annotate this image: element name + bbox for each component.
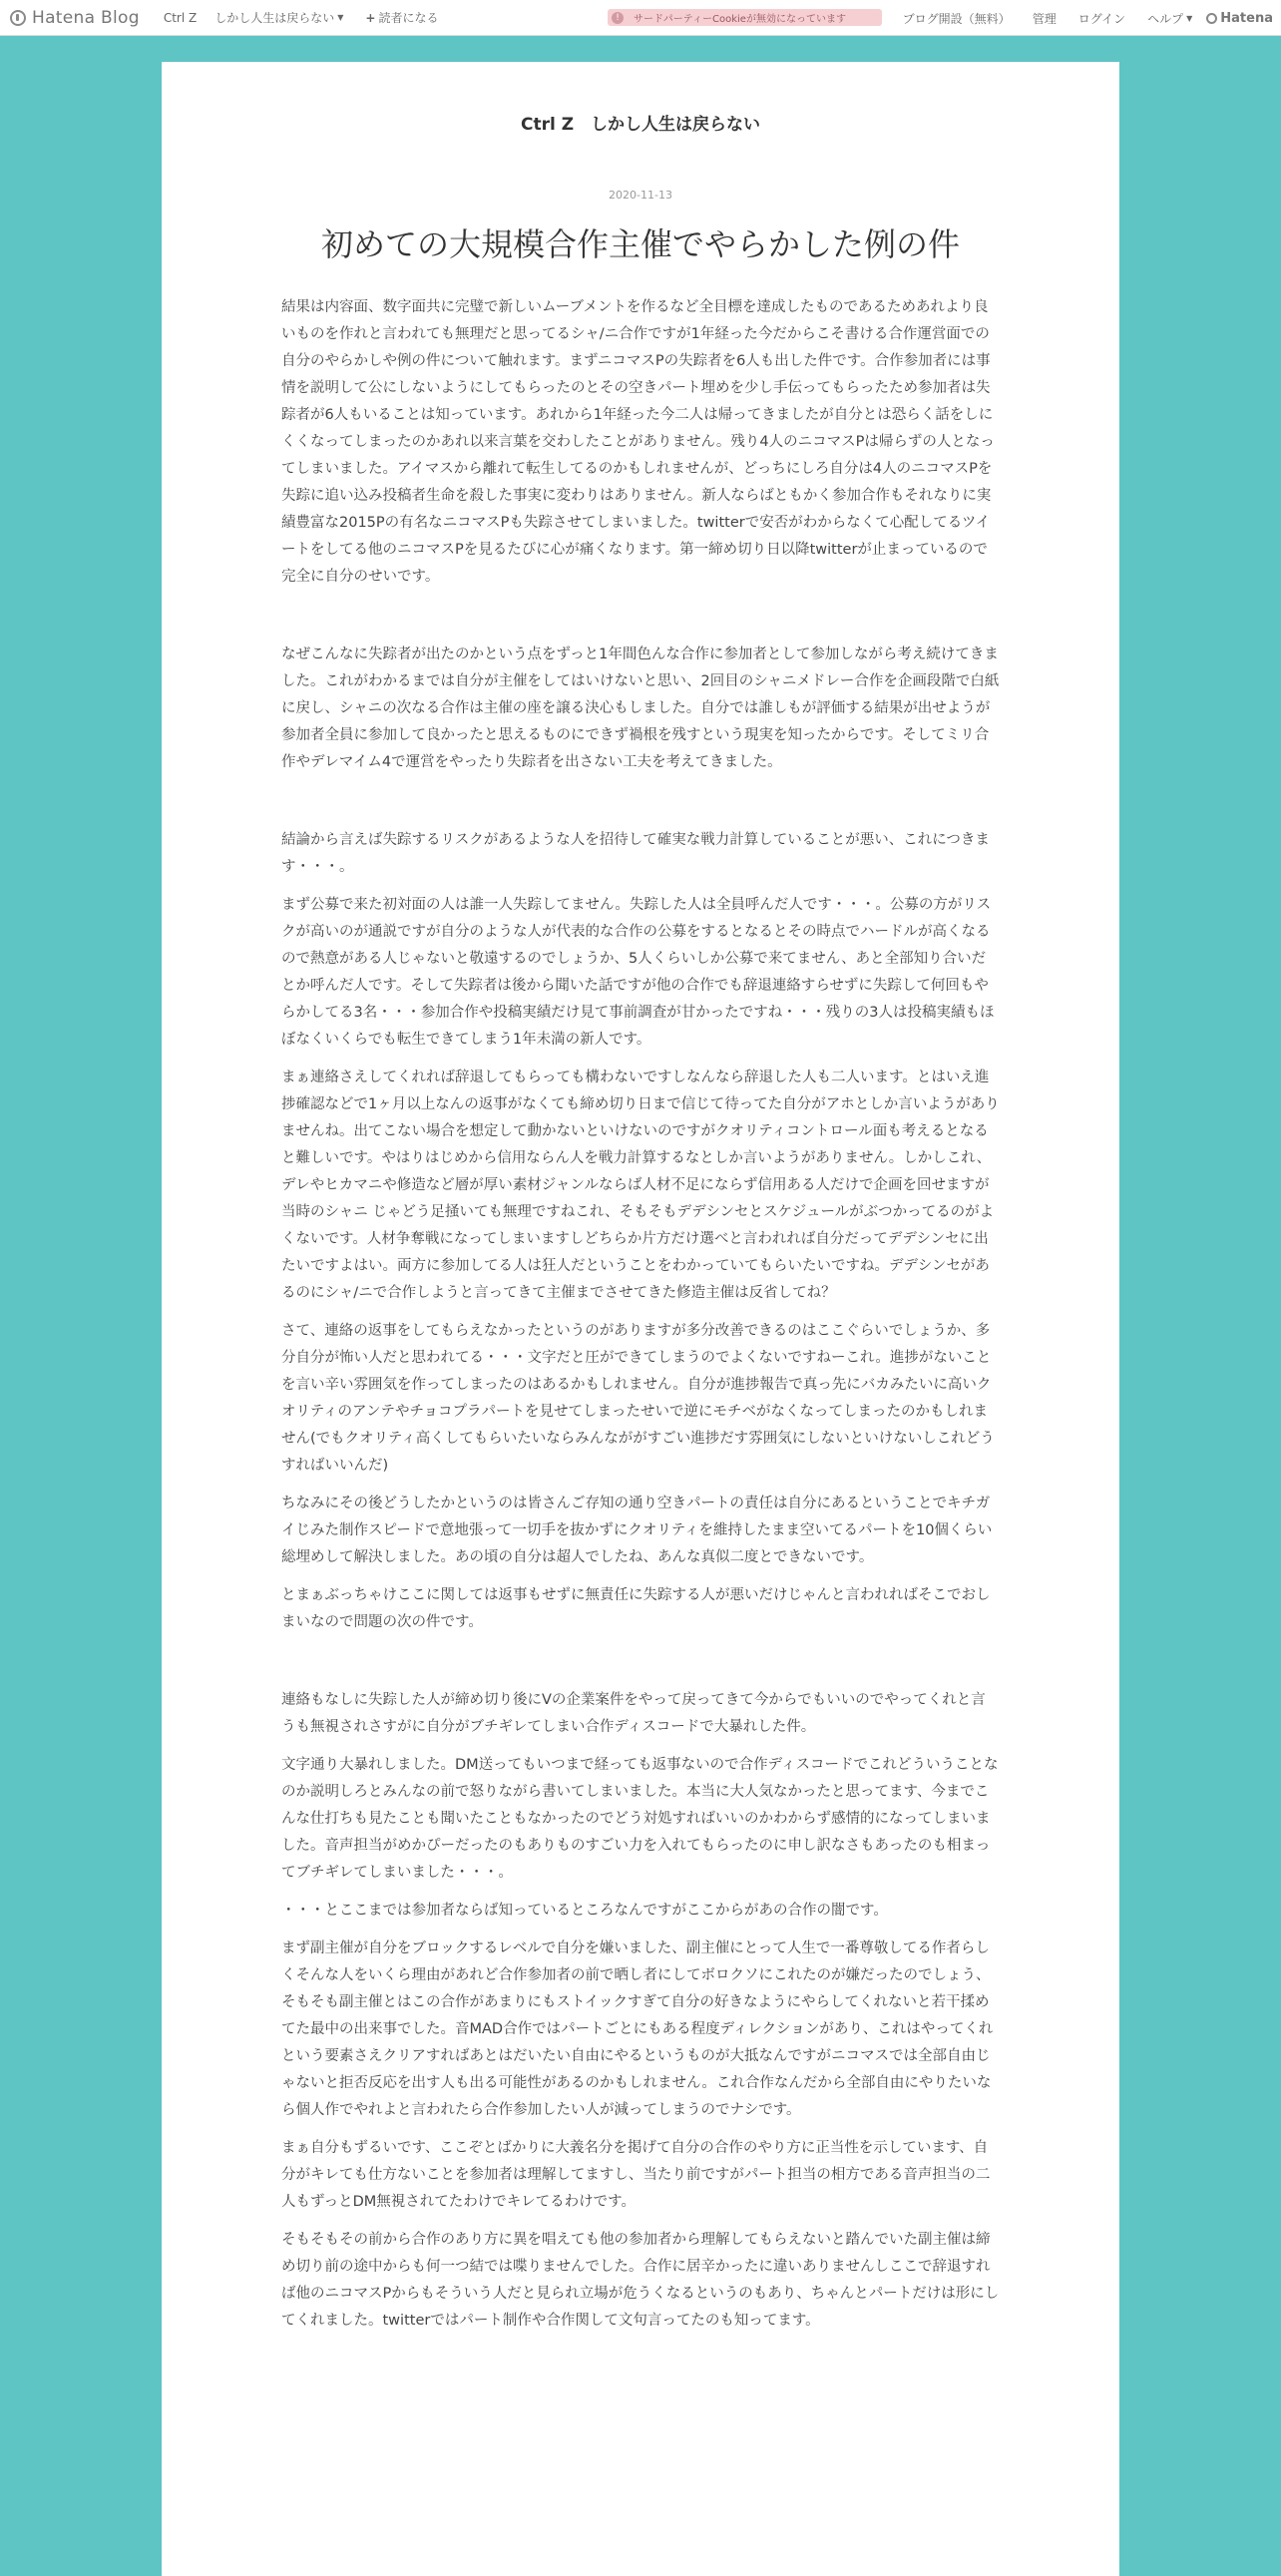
plus-icon: + — [365, 10, 376, 25]
entry-paragraph: 結論から言えば失踪するリスクがあるような人を招待して確実な戦力計算していることが悪い、これにつきます・・・。 — [281, 832, 990, 875]
entry-paragraph: 文字通り大暴れしました。DM送ってもいつまで経っても返事ないので合作ディスコードでこれどういうことなのか説明しろとみんなの前で怒りながら書いてしまいました。本当に大人気なかったと思ってます、今までこんな仕打ちも見たことも聞いたこともなかったのでどう対処すればいいのかわからず感情的になってしまいました。音声担当がめかぴーだったのもありものすごい力を入れてもらったのに申し訳なさもあったのも相まってブチギレてしまいました・・・。 — [281, 1757, 999, 1881]
blog-title-dropdown-label: しかし人生は戻らない — [214, 11, 335, 25]
paragraph-spacer — [281, 1647, 1000, 1687]
blog-page — [162, 62, 1119, 2576]
help-dropdown[interactable] — [1147, 10, 1192, 27]
entry-paragraph: 結果は内容面、数字面共に完璧で新しいムーブメントを作るなど全目標を達成したものであるためあれより良いものを作れと言われても無理だと思ってるシャ/ニ合作ですが1年経った今だからこそ書ける合作運営面での自分のやらかしや例の件について触れます。まずニコマスPの失踪者を6人も出した件です。合作参加者には事情を説明して公にしないようにしてもらったのとその空きパート埋めを少し手伝ってもらったため参加者は失踪者が6人もいることは知っています。あれから1年経った今二人は帰ってきましたが自分とは恐らく話をしにくくなってしまったのかあれ以来言葉を交わしたことがありません。残り4人のニコマスPは帰らずの人となってしまいました。アイマスから離れて転生してるのかもしれませんが、どっちにしろ自分は4人のニコマスPを失踪に追い込み投稿者生命を殺した事実に変わりはありません。新人ならばともかく参加合作もそれなりに実績豊富な2015Pの有名なニコマスPも失踪させてしまいました。twitterで安否がわからなくて心配してるツイートをしてる他のニコマスPを見るたびに心が痛くなります。第一締め切り日以降twitterが止まっているので完全に自分のせいです。 — [281, 299, 995, 585]
hatena-logo-icon — [10, 10, 26, 26]
help-label: ヘルプ — [1147, 11, 1184, 26]
third-party-cookie-notice[interactable] — [608, 9, 882, 26]
paragraph-spacer — [281, 787, 1000, 827]
entry-paragraph: そもそもその前から合作のあり方に異を唱えても他の参加者から理解してもらえないと踏んでいた副主催は締め切り前の途中からも何一つ結では喋りませんでした。合作に居辛かったに違いありませんしここで辞退すれば他のニコマスPからもそういう人だと見られ立場が危うくなるというのもあり、ちゃんとパートだけは形にしてくれました。twitterではパート制作や合作関して文句言ってたのも知ってます。 — [281, 2232, 1000, 2329]
entry-paragraph: まず公募で来た初対面の人は誰一人失踪してません。失踪した人は全員呼んだ人です・・・。公募の方がリスクが高いのが通説ですが自分のような人が代表的な合作の公募をするとなるとその時点でハードルが高くなるので熱意がある人じゃないと敬遠するのでしょうか、5人くらいしか公募で来てません、あと全部知り合いだとか呼んだ人です。そして失踪者は後から聞いた話ですが他の合作でも辞退連絡すらせずに失踪して何回もやらかしてる3名・・・参加合作や投稿実績だけ見て事前調査が甘かったですね・・・残りの3人は投稿実績もほぼなくいくらでも転生できてしまう1年未満の新人です。 — [281, 897, 995, 1048]
entry-paragraph: まず副主催が自分をブロックするレベルで自分を嫌いました、副主催にとって人生で一番尊敬してる作者らしくそんな人をいくら理由があれど合作参加者の前で晒し者にしてボロクソにこれたのが嫌だったのでしょう、そもそも副主催とはこの合作があまりにもストイックすぎて自分の好きなようにやらしてくれないと若干揉めてた最中の出来事でした。音MAD合作ではパートごとにもある程度ディレクションがあり、これはやってくれという要素さえクリアすればあとはだいたい自由にやるというものが大抵なんですがニコマスでは全部自由じゃないと拒否反応を出す人も出る可能性があるのかもしれません。これ合作なんだから全部自由にやりたいなら個人作でやれよと言われたら合作参加したい人が減ってしまうのでナシです。 — [281, 1940, 994, 2118]
entry-date[interactable]: 2020-11-13 — [609, 189, 672, 202]
entry-body — [281, 294, 1000, 2346]
blog-short-link[interactable]: Ctrl Z — [163, 10, 198, 25]
paragraph-spacer — [281, 602, 1000, 642]
info-icon: ! — [612, 12, 624, 24]
chevron-down-icon: ▼ — [337, 13, 344, 22]
hatena-mark-icon — [1206, 13, 1217, 24]
entry-paragraph: とまぁぶっちゃけここに関しては返事もせずに無責任に失踪する人が悪いだけじゃんと言われればそこでおしまいなので問題の次の件です。 — [281, 1587, 991, 1630]
entry-paragraph: なぜこんなに失踪者が出たのかという点をずっと1年間色んな合作に参加者として参加しながら考え続けてきました。これがわかるまでは自分が主催をしてはいけないと思い、2回目のシャニメドレー合作を企画段階で白紙に戻し、シャニの次なる合作は主催の座を譲る決心もしました。自分では誰しもが評価する結果が出せようが参加者全員に参加して良かったと思えるものにできず禍根を残すという現実を知ったからです。そしてミリ合作やデレマイム4で運営をやったり失踪者を出さない工夫を考えてきました。 — [281, 646, 1000, 770]
entry-paragraph: 連絡もなしに失踪した人が締め切り後にVの企業案件をやって戻ってきて今からでもいいのでやってくれと言うも無視されさすがに自分がブチギレてしまい合作ディスコードで大暴れした件。 — [281, 1692, 986, 1735]
blog-title-dropdown[interactable] — [214, 9, 343, 26]
entry-paragraph: ちなみにその後どうしたかというのは皆さんご存知の通り空きパートの責任は自分にあるということでキチガイじみた制作スピードで意地張って一切手を抜かずにクオリティを維持したまま空いてるパートを10個くらい総埋めして解決しました。あの頃の自分は超人でしたね、あんな真似二度とできないです。 — [281, 1496, 993, 1565]
cookie-notice-text: サードパーティーCookieが無効になっています — [634, 14, 846, 25]
open-blog-link[interactable]: ブログ開設（無料） — [902, 11, 1011, 26]
chevron-down-icon: ▼ — [1186, 13, 1193, 23]
hatena-blog-logo-text: Hatena Blog — [32, 7, 140, 28]
entry-paragraph: まぁ連絡さえしてくれれば辞退してもらっても構わないですしなんなら辞退した人も二人います。とはいえ進捗確認などで1ヶ月以上なんの返事がなくても締め切り日まで信じて待ってた自分がアホとしか言いようがありませんね。出てこない場合を想定して動かないといけないのですがクオリティコントロール面も考えるとなると難しいです。やはりはじめから信用ならん人を戦力計算するなとしか言いようがありません。しかしこれ、デレやヒカマニや修造など層が厚い素材ジャンルならば人材不足にならず信用ある人だけで企画を回せますが当時のシャニ じゃどう足掻いても無理ですねこれ、そもそもデデシンセとスケジュールがぶつかってるのがよくないです。人材争奪戦になってしまいますしどちらか片方だけ選べと言われれば自分だってデデシンセに出たいですよはい。両方に参加してる人は狂人だということをわかっていてもらいたいですね。デデシンセがあるのにシャ/ニで合作しようと言ってきて主催までさせてきた修造主催は反省してね？ — [281, 1070, 1000, 1301]
manage-link[interactable]: 管理 — [1032, 11, 1057, 26]
blog-title[interactable]: Ctrl Z しかし人生は戻らない — [520, 115, 761, 135]
entry-paragraph: まぁ自分もずるいです、ここぞとばかりに大義名分を掲げて自分の合作のやり方に正当性を示しています、自分がキレても仕方ないことを参加者は理解してますし、当たり前ですがパート担当の相方である音声担当の二人もずっとDM無視されてたわけでキレてるわけです。 — [281, 2140, 991, 2210]
hatena-blog-logo[interactable] — [10, 8, 140, 28]
entry-paragraph: ・・・とここまでは参加者ならば知っているところなんですがここからがあの合作の闇です。 — [281, 1903, 888, 1919]
entry-title[interactable]: 初めての大規模合作主催でやらかした例の件 — [320, 225, 960, 263]
become-reader-label: 読者になる — [378, 11, 439, 25]
login-link[interactable]: ログイン — [1077, 11, 1126, 26]
hatena-label: Hatena — [1220, 10, 1273, 26]
become-reader-button[interactable] — [365, 9, 438, 26]
hatena-top-bar — [0, 0, 1281, 36]
hatena-link[interactable] — [1206, 11, 1273, 26]
entry-paragraph: さて、連絡の返事をしてもらえなかったというのがありますが多分改善できるのはここぐらいでしょうか、多分自分が怖い人だと思われてる・・・文字だと圧ができてしまうのでよくないですねーこれ。進捗がないことを言い辛い雰囲気を作ってしまったのはあるかもしれません。自分が進捗報告で真っ先にバカみたいに高いクオリティのアンテやチョコプラパートを見せてしまったせいで逆にモチベがなくなってしまったのかもしれません(でもクオリティ高くしてもらいたいならみんなががすごい進捗だす雰囲気にしないといけないしこれどうすればいいんだ) — [281, 1323, 995, 1474]
topbar-right-links — [903, 0, 1273, 36]
